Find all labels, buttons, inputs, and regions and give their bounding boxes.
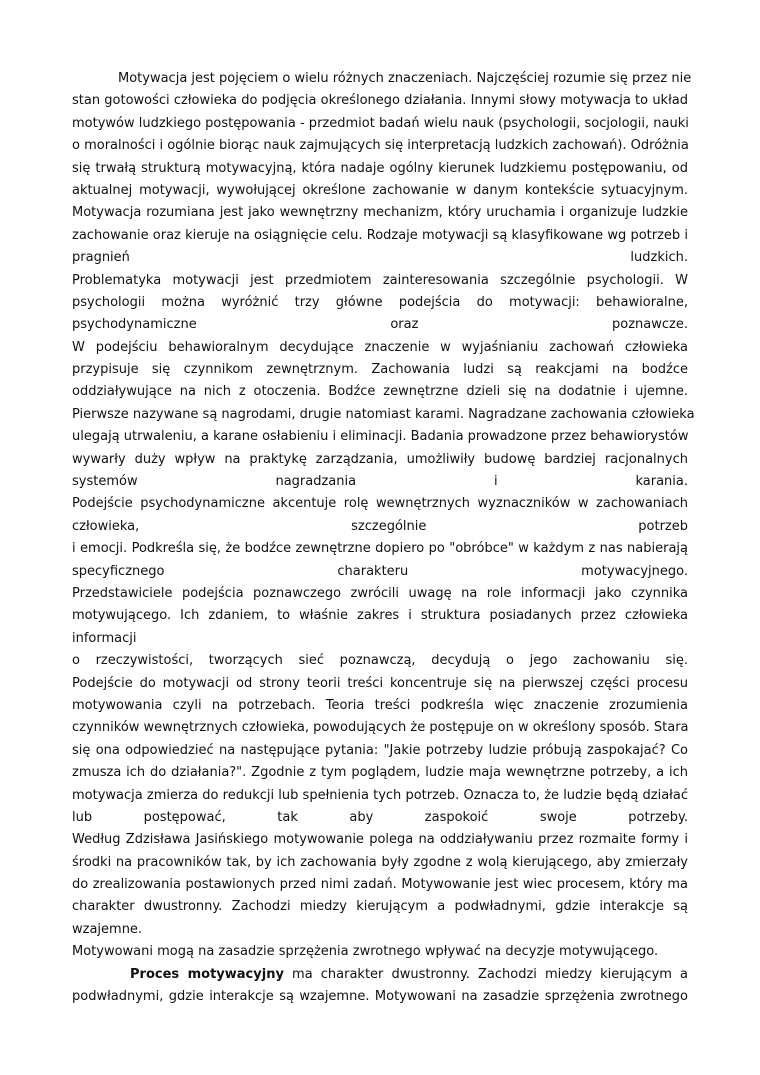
text-line: aktualnej motywacji, wywołującej określone zachowanie w danym kontekście sytuacyjnym. xyxy=(72,182,688,198)
text-line: czynników wewnętrznych człowieka, powodujących że postępuje on w określony sposób. Stara xyxy=(72,720,689,736)
text-line: motywacja zmierza do redukcji lub spełnienia tych potrzeb. Oznacza to, że ludzie będą działać xyxy=(72,787,688,803)
text-line: systemów nagradzania i karania. xyxy=(72,474,688,490)
text-line: lub postępować, tak aby zaspokoić swoje potrzeby. xyxy=(72,809,688,825)
text-line: informacji xyxy=(72,630,137,646)
text-line: motywowania czyli na potrzebach. Teoria treści podkreśla więc znaczenie zrozumienia xyxy=(72,697,688,713)
text-line: przypisuje się czynnikom zewnętrznym. Zachowania ludzi są reakcjami na bodźce xyxy=(72,362,688,378)
text-line: psychologii można wyróżnić trzy główne podejścia do motywacji: behawioralne, xyxy=(72,294,688,310)
text-line: W podejściu behawioralnym decydujące znaczenie w wyjaśnianiu zachowań człowieka xyxy=(72,339,688,355)
bold-term: Proces motywacyjny xyxy=(130,966,284,982)
text-line: Przedstawiciele podejścia poznawczego zwrócili uwagę na role informacji jako czynnika xyxy=(72,585,688,601)
document-body xyxy=(72,68,695,1008)
text-line: do zrealizowania postawionych przed nimi zadań. Motywowanie jest wiec procesem, który ma xyxy=(72,877,688,893)
text-line: Pierwsze nazywane są nagrodami, drugie natomiast karami. Nagradzane zachowania człowieka xyxy=(72,406,695,422)
text-line: charakter dwustronny. Zachodzi miedzy kierującym a podwładnymi, gdzie interakcje są xyxy=(72,899,688,915)
text-line: stan gotowości człowieka do podjęcia określonego działania. Innymi słowy motywacja to układ xyxy=(72,93,688,109)
text-line: motywów ludzkiego postępowania - przedmiot badań wielu nauk (psychologii, socjologii, nauki xyxy=(72,115,689,131)
text-line: Podejście psychodynamiczne akcentuje rolę wewnętrznych wyznaczników w zachowaniach xyxy=(72,496,688,512)
text-line: o moralności i ogólnie biorąc nauk zajmujących się interpretacją ludzkich zachowań). Odróżnia xyxy=(72,138,689,154)
text-line: podwładnymi, gdzie interakcje są wzajemne. Motywowani na zasadzie sprzężenia zwrotnego xyxy=(72,989,688,1005)
text-line: wzajemne. xyxy=(72,921,143,937)
text-line: człowieka, szczególnie potrzeb xyxy=(72,518,688,534)
text-line: oddziaływujące na nich z otoczenia. Bodźce zewnętrzne dzieli się na dodatnie i ujemne. xyxy=(72,384,688,400)
text-line: i emocji. Podkreśla się, że bodźce zewnętrzne dopiero po "obróbce" w każdym z nas nabierają xyxy=(72,541,688,557)
text-line: o rzeczywistości, tworzących sieć poznawczą, decydują o jego zachowaniu się. xyxy=(72,653,688,669)
text-line: środki na pracowników tak, by ich zachowania były zgodne z wolą kierującego, aby zmierzały xyxy=(72,854,688,870)
text-line: się ona odpowiedzieć na następujące pytania: "Jakie potrzeby ludzie próbują zaspokajać? Co xyxy=(72,742,688,758)
text-line: Proces motywacyjny ma charakter dwustronny. Zachodzi miedzy kierującym a xyxy=(130,966,688,982)
text-line: ulegają utrwaleniu, a karane osłabieniu i eliminacji. Badania prowadzone przez behawiorystów xyxy=(72,429,689,445)
text-line: Motywacja rozumiana jest jako wewnętrzny mechanizm, który uruchamia i organizuje ludzkie xyxy=(72,205,688,221)
text-line: wywarły duży wpływ na praktykę zarządzania, umożliwiły budowę bardziej racjonalnych xyxy=(72,451,688,467)
text-line: Motywacja jest pojęciem o wielu różnych znaczeniach. Najczęściej rozumie się przez nie xyxy=(118,71,692,86)
text-line: Według Zdzisława Jasińskiego motywowanie polega na oddziaływaniu przez rozmaite formy i xyxy=(72,832,688,848)
text-line: specyficznego charakteru motywacyjnego. xyxy=(72,563,688,579)
text-line: psychodynamiczne oraz poznawcze. xyxy=(72,317,688,333)
text-line: pragnień ludzkich. xyxy=(72,250,688,266)
text-line: motywującego. Ich zdaniem, to właśnie zakres i struktura posiadanych przez człowieka xyxy=(72,608,688,624)
text-line: Motywowani mogą na zasadzie sprzężenia zwrotnego wpływać na decyzje motywującego. xyxy=(72,944,659,960)
text-line: Podejście do motywacji od strony teorii treści koncentruje się na pierwszej części procesu xyxy=(72,675,688,691)
text-line: zmusza ich do działania?". Zgodnie z tym poglądem, ludzie maja wewnętrzne potrzeby, a ich xyxy=(72,765,688,781)
text-line: zachowanie oraz kieruje na osiągnięcie celu. Rodzaje motywacji są klasyfikowane wg potrzeb i xyxy=(72,227,688,243)
text-line: Problematyka motywacji jest przedmiotem zainteresowania szczególnie psychologii. W xyxy=(72,272,688,288)
text-line: się trwałą strukturą motywacyjną, która nadaje ogólny kierunek ludzkiemu postępowaniu, od xyxy=(72,160,688,176)
